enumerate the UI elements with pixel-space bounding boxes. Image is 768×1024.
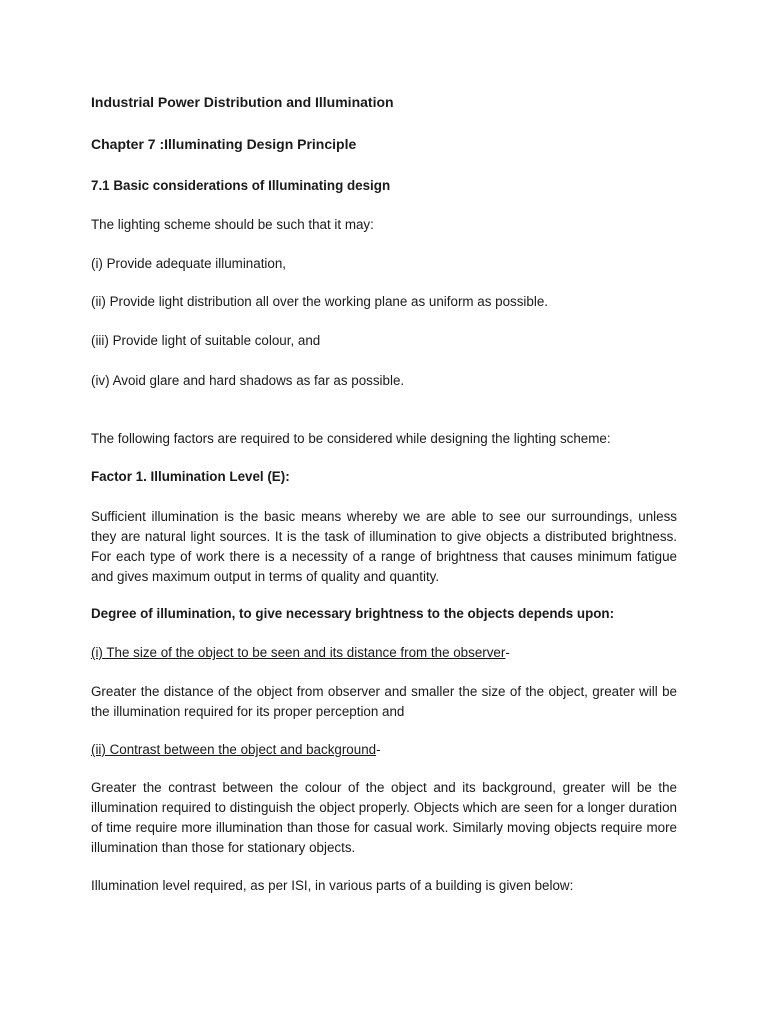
list-item-2: (ii) Provide light distribution all over the working plane as uniform as possible.	[91, 294, 548, 309]
subheading-2-paragraph: Greater the contrast between the colour of the object and its background, greater will be the illumination required to distinguish the object properly. Objects which are seen for a longer duration of time require more illumination than those for casual work. Similarly moving objects require more illumination than those for stationary objects.	[91, 780, 677, 855]
section-heading: 7.1 Basic considerations of Illuminating design	[91, 178, 391, 193]
intro-text: The lighting scheme should be such that it may:	[91, 217, 374, 232]
subheading-1-text: (i) The size of the object to be seen and its distance from the observer	[91, 645, 506, 660]
chapter-heading: Chapter 7 :Illuminating Design Principle	[91, 136, 357, 152]
factor1-paragraph: Sufficient illumination is the basic means whereby we are able to see our surroundings, unless they are natural light sources. It is the task of illumination to give objects a distributed brightness. For each type of work there is a necessity of a range of brightness that causes minimum fatigue and gives maximum output in terms of quality and quantity.	[91, 509, 677, 584]
list-item-3: (iii) Provide light of suitable colour, and	[91, 333, 321, 348]
subheading-1	[91, 643, 510, 663]
list-item-1: (i) Provide adequate illumination,	[91, 256, 287, 271]
closing-text: Illumination level required, as per ISI, in various parts of a building is given below:	[91, 878, 574, 893]
factors-intro: The following factors are required to be considered while designing the lighting scheme:	[91, 431, 611, 446]
list-item-4: (iv) Avoid glare and hard shadows as far as possible.	[91, 373, 405, 388]
document-title: Industrial Power Distribution and Illumination	[91, 94, 394, 110]
subheading-2-suffix: -	[376, 742, 381, 757]
subheading-1-suffix: -	[505, 645, 510, 660]
subheading-2	[91, 740, 381, 760]
factor1-heading: Factor 1. Illumination Level (E):	[91, 469, 290, 484]
subheading-2-text: (ii) Contrast between the object and background	[91, 742, 377, 757]
subheading-1-paragraph: Greater the distance of the object from observer and smaller the size of the object, greater will be the illumination required for its proper perception and	[91, 684, 677, 719]
document-page	[91, 0, 677, 1024]
degree-heading: Degree of illumination, to give necessary brightness to the objects depends upon:	[91, 606, 615, 621]
